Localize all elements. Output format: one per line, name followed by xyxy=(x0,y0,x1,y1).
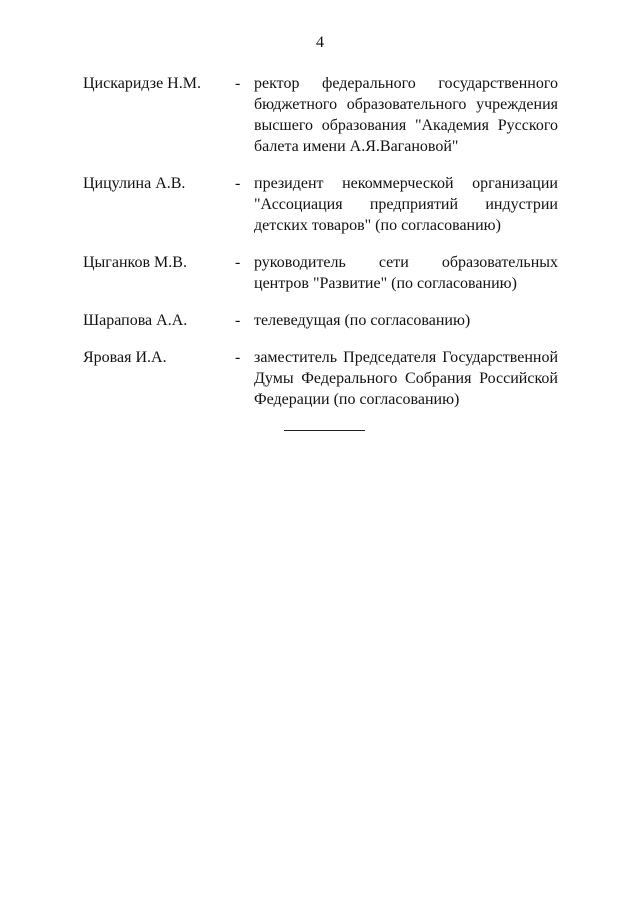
list-item xyxy=(83,173,563,236)
member-position: телеведущая (по согласованию) xyxy=(254,312,471,329)
member-position: руководитель сети образовательных центров "Развитие" (по согласованию) xyxy=(254,254,558,292)
dash-separator: - xyxy=(235,312,241,329)
list-item xyxy=(83,310,563,331)
dash-separator: - xyxy=(235,75,241,92)
list-item xyxy=(83,347,563,410)
member-position: заместитель Председателя Государственной Думы Федерального Собрания Российской Федерации (по согласованию) xyxy=(254,349,558,408)
member-position: президент некоммерческой организации "Ассоциация предприятий индустрии детских товаров" (по согласованию) xyxy=(254,175,558,234)
list-item xyxy=(83,73,563,157)
dash-separator: - xyxy=(235,349,241,366)
page-number: 4 xyxy=(316,34,324,51)
list-item xyxy=(83,252,563,294)
member-name: Цицулина А.В. xyxy=(83,175,186,192)
dash-separator: - xyxy=(235,175,241,192)
end-divider-line xyxy=(284,430,365,431)
member-name: Шарапова А.А. xyxy=(83,312,188,329)
member-name: Цыганков М.В. xyxy=(83,254,187,271)
member-position: ректор федерального государственного бюджетного образовательного учреждения высшего образования "Академия Русского балета имени А.Я.Вагановой" xyxy=(254,75,558,155)
member-name: Яровая И.А. xyxy=(83,349,167,366)
member-name: Цискаридзе Н.М. xyxy=(83,75,201,92)
member-list xyxy=(83,73,563,426)
dash-separator: - xyxy=(235,254,241,271)
